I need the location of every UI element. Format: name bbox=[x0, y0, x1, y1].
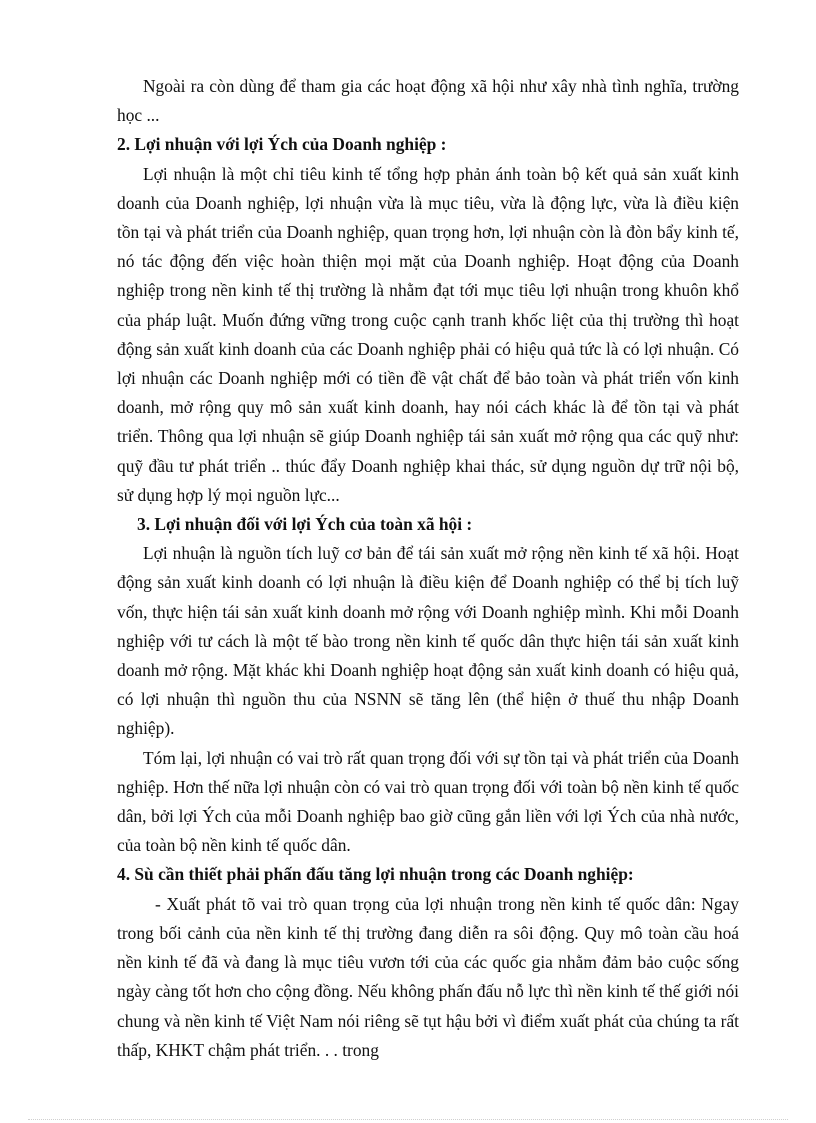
paragraph-intro: Ngoài ra còn dùng để tham gia các hoạt động xã hội như xây nhà tình nghĩa, trường học ... bbox=[117, 76, 739, 126]
section-heading-4: 4. Sù cần thiết phải phấn đấu tăng lợi nhuận trong các Doanh nghiệp: bbox=[117, 864, 634, 885]
page-bottom-divider bbox=[28, 1119, 788, 1120]
paragraph-section-4: - Xuất phát tõ vai trò quan trọng của lợi nhuận trong nền kinh tế quốc dân: Ngay trong bối cảnh của nền kinh tế thị trường đang diễn ra sôi động. Quy mô toàn cầu hoá nền kinh tế đã và đang là mục tiêu vươn tới của các quốc gia nhằm đảm bảo cuộc sống ngày càng tốt hơn cho cộng đồng. Nếu không phấn đấu nỗ lực thì nền kinh tế thế giới nói chung và nền kinh tế Việt Nam nói riêng sẽ tụt hậu bởi vì điểm xuất phát của chúng ta rất thấp, KHKT chậm phát triển. . . trong bbox=[117, 893, 739, 1060]
section-heading-3: 3. Lợi nhuận đối với lợi Ých của toàn xã hội : bbox=[137, 514, 473, 535]
paragraph-section-3: Lợi nhuận là nguồn tích luỹ cơ bản để tái sản xuất mở rộng nền kinh tế xã hội. Hoạt động sản xuất kinh doanh có lợi nhuận là điều kiện để Doanh nghiệp có thể bị tích luỹ vốn, thực hiện tái sản xuất kinh doanh mở rộng với Doanh nghiệp mình. Khi mỗi Doanh nghiệp với tư cách là một tế bào trong nền kinh tế quốc dân thực hiện tái sản xuất kinh doanh mở rộng. Mặt khác khi Doanh nghiệp hoạt động sản xuất kinh doanh có hiệu quả, có lợi nhuận thì nguồn thu của NSNN sẽ tăng lên (thể hiện ở thuế thu nhập Doanh nghiệp). bbox=[117, 543, 739, 739]
paragraph-summary: Tóm lại, lợi nhuận có vai trò rất quan trọng đối với sự tồn tại và phát triển của Doanh nghiệp. Hơn thế nữa lợi nhuận còn có vai trò quan trọng đối với toàn bộ nền kinh tế quốc dân, bởi lợi Ých của mỗi Doanh nghiệp bao giờ cũng gắn liền với lợi Ých của nhà nước, của toàn bộ nền kinh tế quốc dân. bbox=[117, 747, 739, 856]
paragraph-section-2: Lợi nhuận là một chỉ tiêu kinh tế tổng hợp phản ánh toàn bộ kết quả sản xuất kinh doanh của Doanh nghiệp, lợi nhuận vừa là mục tiêu, vừa là động lực, vừa là điều kiện tồn tại và phát triển của Doanh nghiệp, quan trọng hơn, lợi nhuận còn là đòn bẩy kinh tế, nó tác động đến việc hoàn thiện mọi mặt của Doanh nghiệp. Hoạt động của Doanh nghiệp trong nền kinh tế thị trường là nhằm đạt tới mục tiêu lợi nhuận trong khuôn khổ của pháp luật. Muốn đứng vững trong cuộc cạnh tranh khốc liệt của thị trường thì hoạt động sản xuất kinh doanh của các Doanh nghiệp phải có hiệu quả tức là có lợi nhuận. Có lợi nhuận các Doanh nghiệp mới có tiền đề vật chất để bảo toàn và phát triển vốn kinh doanh, mở rộng quy mô sản xuất kinh doanh, hay nói cách khác là để tồn tại và phát triển. Thông qua lợi nhuận sẽ giúp Doanh nghiệp tái sản xuất mở rộng qua các quỹ như: quỹ đầu tư phát triển .. thúc đẩy Doanh nghiệp khai thác, sử dụng nguồn dự trữ nội bộ, sử dụng hợp lý mọi nguồn lực... bbox=[117, 163, 739, 505]
section-heading-2: 2. Lợi nhuận với lợi Ých của Doanh nghiệp : bbox=[117, 134, 447, 155]
document-page bbox=[117, 72, 739, 1065]
